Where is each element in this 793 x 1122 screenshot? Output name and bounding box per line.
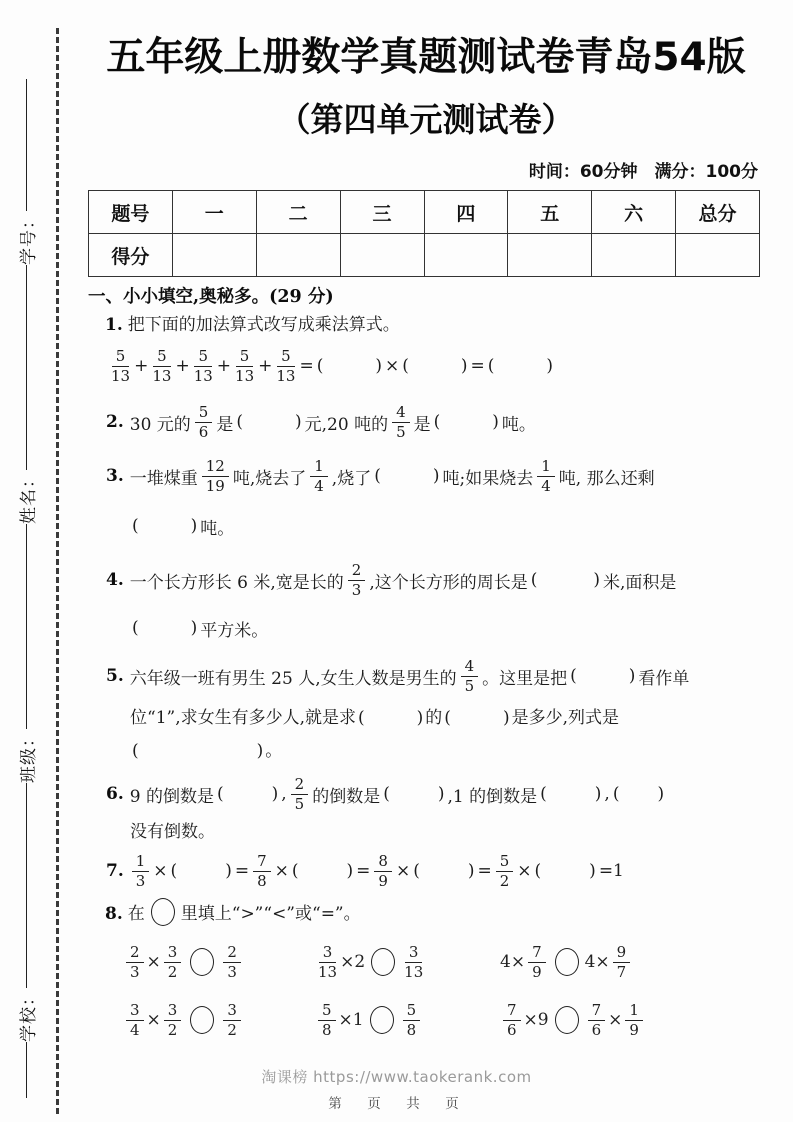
fraction-numerator: 1 bbox=[310, 458, 328, 477]
text-run: 吨, 那么还剩 bbox=[558, 468, 655, 489]
fraction-denominator: 8 bbox=[406, 1021, 417, 1039]
answer-blank: ( ) bbox=[216, 784, 279, 804]
fraction-numerator: 4 bbox=[392, 404, 410, 423]
fraction-numerator: 5 bbox=[496, 853, 514, 872]
fraction bbox=[202, 458, 229, 494]
text-run: 9 的倒数是 bbox=[129, 786, 214, 807]
answer-blank: ( ) bbox=[487, 356, 554, 376]
answer-blank-gap bbox=[243, 422, 295, 423]
text-run: = bbox=[477, 861, 492, 881]
text-run: 看作单 bbox=[638, 668, 690, 689]
score-table-score-row bbox=[89, 234, 760, 277]
fraction-numerator: 3 bbox=[405, 944, 423, 963]
fraction-denominator: 3 bbox=[135, 872, 146, 890]
fraction-numerator: 3 bbox=[126, 1002, 144, 1021]
question-number: 7. bbox=[106, 861, 124, 881]
fraction-denominator: 19 bbox=[205, 477, 225, 495]
answer-blank: ( ) bbox=[570, 666, 636, 686]
text-run: 米,面积是 bbox=[603, 572, 677, 593]
question-3-text-cont bbox=[88, 503, 760, 549]
name-field-label: 姓名： bbox=[18, 470, 39, 524]
question-4-text bbox=[88, 557, 760, 603]
answer-blank-gap bbox=[619, 794, 657, 795]
text-run: × bbox=[608, 1010, 623, 1030]
fraction-numerator: 2 bbox=[291, 776, 309, 795]
fraction bbox=[496, 853, 514, 889]
fraction bbox=[310, 458, 328, 494]
text-run: 。 bbox=[265, 741, 283, 761]
fraction bbox=[223, 1002, 241, 1038]
answer-blank-gap bbox=[390, 794, 438, 795]
text-run: 是多少,列式是 bbox=[511, 708, 619, 728]
answer-blank-gap bbox=[139, 751, 257, 752]
student-info-sidebar bbox=[8, 67, 44, 1112]
fraction-denominator: 6 bbox=[198, 423, 209, 441]
fraction bbox=[126, 944, 144, 980]
answer-blank: ( ) bbox=[530, 570, 601, 590]
compare-circle bbox=[371, 948, 395, 976]
page-subtitle: （第四单元测试卷） bbox=[277, 100, 575, 139]
exam-content bbox=[88, 160, 760, 1044]
fraction bbox=[403, 1002, 421, 1038]
text-run: 元,20 吨的 bbox=[304, 414, 389, 435]
answer-blank: ( ) bbox=[132, 516, 198, 536]
question-5-text-cont bbox=[88, 707, 760, 730]
text-run: = bbox=[234, 861, 250, 881]
score-table-header-cell: 三 bbox=[340, 191, 424, 234]
answer-blank: ( ) bbox=[170, 861, 232, 881]
fraction-numerator: 7 bbox=[588, 1002, 606, 1021]
footer-page-number: 第 页 共 页 bbox=[328, 1096, 465, 1112]
fraction bbox=[223, 944, 241, 980]
score-cell bbox=[592, 234, 676, 277]
text-run: + bbox=[175, 356, 190, 376]
fraction-denominator: 2 bbox=[167, 963, 178, 981]
score-table-header-cell: 一 bbox=[172, 191, 256, 234]
class-blank-line bbox=[26, 783, 27, 988]
answer-blank-gap bbox=[577, 676, 629, 677]
answer-blank: ( ) bbox=[534, 861, 596, 881]
text-run: 没有倒数。 bbox=[130, 822, 215, 842]
text-run: 把下面的加法算式改写成乘法算式。 bbox=[127, 315, 400, 335]
text-run: 吨;如果烧去 bbox=[442, 468, 534, 489]
question-number: 3. bbox=[106, 466, 124, 486]
fraction-denominator: 4 bbox=[130, 1021, 140, 1039]
answer-blank-gap bbox=[409, 366, 461, 367]
fraction bbox=[461, 658, 479, 694]
student-id-blank-line bbox=[26, 265, 27, 470]
answer-blank-gap bbox=[440, 422, 492, 423]
fraction-numerator: 2 bbox=[348, 562, 366, 581]
fraction bbox=[613, 944, 631, 980]
score-table-header-cell: 题号 bbox=[89, 191, 173, 234]
fraction-denominator: 6 bbox=[507, 1021, 517, 1039]
question-8-compare-row-1 bbox=[88, 938, 760, 986]
page-title: 五年级上册数学真题测试卷青岛54版 bbox=[106, 35, 746, 80]
answer-blank-gap bbox=[323, 366, 375, 367]
text-run: ×2 bbox=[340, 952, 366, 972]
text-run: + bbox=[134, 356, 149, 376]
fraction-numerator: 2 bbox=[126, 944, 144, 963]
fraction-numerator: 1 bbox=[132, 853, 150, 872]
fraction bbox=[404, 944, 423, 980]
fraction-denominator: 2 bbox=[227, 1021, 237, 1039]
answer-blank-gap bbox=[224, 794, 272, 795]
class-field-label: 班级： bbox=[18, 729, 39, 783]
fraction-denominator: 2 bbox=[167, 1021, 178, 1039]
answer-blank: ( ) bbox=[413, 861, 475, 881]
question-8-compare-row-2 bbox=[88, 996, 760, 1044]
score-cell bbox=[172, 234, 256, 277]
answer-blank-gap bbox=[451, 718, 503, 719]
fraction-numerator: 5 bbox=[194, 348, 212, 367]
compare-expression bbox=[123, 1002, 315, 1038]
fraction-numerator: 2 bbox=[223, 944, 241, 963]
question-number: 1. bbox=[105, 315, 123, 335]
fraction bbox=[503, 1002, 521, 1038]
fraction-denominator: 13 bbox=[235, 367, 255, 385]
answer-blank-gap bbox=[139, 526, 191, 527]
question-number: 8. bbox=[105, 904, 123, 924]
text-run: , bbox=[604, 784, 610, 804]
text-run: 吨,烧去了 bbox=[232, 468, 307, 489]
text-run: + bbox=[216, 356, 232, 376]
text-run: 。这里是把 bbox=[482, 668, 568, 689]
fraction-denominator: 3 bbox=[130, 963, 140, 981]
answer-blank-gap bbox=[299, 871, 347, 872]
fraction bbox=[318, 1002, 336, 1038]
text-run: × bbox=[517, 861, 532, 881]
fraction-numerator: 5 bbox=[236, 348, 254, 367]
fraction-numerator: 9 bbox=[613, 944, 631, 963]
question-number: 4. bbox=[106, 570, 124, 590]
text-run: ,1 的倒数是 bbox=[447, 786, 538, 807]
compare-expression bbox=[315, 1002, 500, 1038]
fraction bbox=[537, 458, 555, 494]
fraction-numerator: 5 bbox=[153, 348, 171, 367]
footer-site-link: 淘课榜 https://www.taokerank.com bbox=[261, 1068, 532, 1086]
fraction-numerator: 3 bbox=[223, 1002, 241, 1021]
answer-blank-gap bbox=[177, 871, 225, 872]
fraction-numerator: 5 bbox=[112, 348, 130, 367]
fraction bbox=[235, 348, 254, 384]
question-number: 6. bbox=[106, 784, 124, 804]
school-field-label: 学校： bbox=[18, 988, 39, 1042]
text-run: =1 bbox=[598, 861, 624, 881]
question-8-text bbox=[88, 898, 760, 926]
fraction-denominator: 3 bbox=[227, 963, 237, 981]
text-run: × bbox=[395, 861, 411, 881]
fraction bbox=[625, 1002, 643, 1038]
answer-blank: ( ) bbox=[358, 708, 424, 728]
text-run: 一个长方形长 6 米,宽是长的 bbox=[129, 572, 344, 593]
fraction-denominator: 13 bbox=[193, 367, 213, 385]
fold-dashed-line bbox=[56, 28, 59, 1114]
fraction bbox=[348, 562, 366, 598]
compare-circle bbox=[151, 898, 175, 926]
fraction-denominator: 7 bbox=[616, 963, 627, 981]
text-run: 4× bbox=[584, 952, 610, 972]
question-6-text-cont bbox=[88, 821, 760, 844]
answer-blank: ( ) bbox=[540, 784, 602, 804]
compare-expression bbox=[500, 1002, 740, 1038]
score-table-header-row bbox=[89, 191, 760, 234]
text-run: + bbox=[258, 356, 273, 376]
student-id-field-label: 学号： bbox=[18, 211, 39, 265]
fraction-numerator: 5 bbox=[277, 348, 295, 367]
text-run: 30 元的 bbox=[129, 414, 191, 435]
text-run: 六年级一班有男生 25 人,女生人数是男生的 bbox=[129, 668, 457, 689]
fraction-numerator: 8 bbox=[374, 853, 392, 872]
top-blank-line bbox=[26, 79, 27, 211]
fraction-denominator: 4 bbox=[314, 477, 324, 495]
fraction-numerator: 3 bbox=[319, 944, 337, 963]
fraction bbox=[318, 944, 337, 980]
score-cell bbox=[424, 234, 508, 277]
fraction-denominator: 8 bbox=[322, 1021, 332, 1039]
text-run: 吨。 bbox=[200, 518, 235, 539]
fraction bbox=[374, 853, 392, 889]
fraction-numerator: 7 bbox=[253, 853, 271, 872]
score-table bbox=[88, 190, 760, 277]
text-run: = bbox=[356, 861, 371, 881]
answer-blank: ( ) bbox=[291, 861, 354, 881]
score-table-header-cell: 六 bbox=[592, 191, 676, 234]
fraction-numerator: 3 bbox=[164, 1002, 182, 1021]
fraction-numerator: 7 bbox=[503, 1002, 521, 1021]
question-3-text bbox=[88, 453, 760, 499]
text-run: × bbox=[146, 1010, 161, 1030]
answer-blank-gap bbox=[381, 476, 433, 477]
compare-expression bbox=[500, 944, 740, 980]
compare-circle bbox=[555, 1006, 579, 1034]
score-row-label: 得分 bbox=[89, 234, 173, 277]
answer-blank-gap bbox=[420, 871, 468, 872]
score-table-header-cell: 四 bbox=[424, 191, 508, 234]
text-run: × bbox=[146, 952, 161, 972]
fraction-denominator: 9 bbox=[629, 1021, 639, 1039]
question-7-equation bbox=[88, 848, 760, 894]
text-run: , bbox=[281, 784, 287, 804]
time-score-info: 时间：60分钟 满分：100分 bbox=[528, 162, 758, 182]
fraction-denominator: 8 bbox=[257, 872, 267, 890]
answer-blank: ( ) bbox=[402, 356, 468, 376]
answer-blank-gap bbox=[494, 366, 546, 367]
fraction bbox=[111, 348, 130, 384]
compare-circle bbox=[190, 1006, 214, 1034]
fraction bbox=[588, 1002, 606, 1038]
answer-blank-gap bbox=[365, 718, 417, 719]
text-run: 4× bbox=[500, 952, 526, 972]
answer-blank: ( ) bbox=[612, 784, 665, 804]
text-run: 里填上“>”“<”或“=”。 bbox=[180, 904, 361, 924]
text-run: ,烧了 bbox=[331, 468, 372, 489]
question-1-equation bbox=[88, 343, 760, 389]
answer-blank-gap bbox=[547, 794, 595, 795]
text-run: 吨。 bbox=[501, 414, 536, 435]
section-heading: 一、小小填空,奥秘多。(29 分) bbox=[88, 287, 334, 307]
compare-circle bbox=[370, 1006, 394, 1034]
text-run: × bbox=[153, 861, 168, 881]
answer-blank-gap bbox=[541, 871, 589, 872]
fraction-numerator: 3 bbox=[164, 944, 182, 963]
fraction-numerator: 1 bbox=[625, 1002, 643, 1021]
question-1-text bbox=[88, 314, 760, 337]
text-run: = bbox=[299, 356, 314, 376]
question-5-text-cont2 bbox=[88, 740, 760, 763]
fraction bbox=[253, 853, 271, 889]
text-run: 平方米。 bbox=[200, 620, 269, 641]
text-run: 的倒数是 bbox=[312, 786, 381, 807]
fraction-denominator: 5 bbox=[396, 423, 406, 441]
fraction-numerator: 5 bbox=[318, 1002, 336, 1021]
fraction-denominator: 3 bbox=[351, 581, 362, 599]
text-run: ×1 bbox=[338, 1010, 364, 1030]
text-run: 的 bbox=[425, 708, 443, 728]
compare-expression bbox=[315, 944, 500, 980]
text-run: 一堆煤重 bbox=[129, 468, 198, 489]
answer-blank: ( ) bbox=[374, 466, 440, 486]
fraction bbox=[291, 776, 309, 812]
fraction bbox=[164, 944, 182, 980]
text-run: 是 bbox=[216, 414, 234, 435]
answer-blank: ( ) bbox=[444, 708, 510, 728]
fraction-denominator: 4 bbox=[541, 477, 551, 495]
compare-expression bbox=[123, 944, 315, 980]
fraction bbox=[528, 944, 546, 980]
score-table-header-cell: 五 bbox=[508, 191, 592, 234]
fraction-denominator: 13 bbox=[318, 963, 338, 981]
text-run: 在 bbox=[127, 904, 145, 924]
answer-blank: ( ) bbox=[383, 784, 445, 804]
question-4-text-cont bbox=[88, 605, 760, 651]
fraction bbox=[392, 404, 410, 440]
fraction-numerator: 7 bbox=[528, 944, 546, 963]
fraction-numerator: 12 bbox=[202, 458, 229, 477]
question-6-text bbox=[88, 771, 760, 817]
fraction-numerator: 1 bbox=[537, 458, 555, 477]
question-2-text bbox=[88, 399, 760, 445]
compare-circle bbox=[190, 948, 214, 976]
text-run: = bbox=[470, 356, 485, 376]
score-table-header-cell: 二 bbox=[256, 191, 340, 234]
score-cell bbox=[256, 234, 340, 277]
text-run: × bbox=[385, 356, 400, 376]
fraction bbox=[132, 853, 150, 889]
fraction-denominator: 5 bbox=[294, 795, 305, 813]
name-blank-line bbox=[26, 524, 27, 729]
fraction-numerator: 4 bbox=[461, 658, 479, 677]
answer-blank: ( ) bbox=[433, 412, 499, 432]
fraction-denominator: 13 bbox=[152, 367, 172, 385]
answer-blank-gap bbox=[139, 628, 191, 629]
answer-blank-gap bbox=[537, 580, 593, 581]
text-run: × bbox=[274, 861, 289, 881]
score-table-header-cell: 总分 bbox=[676, 191, 760, 234]
fraction-numerator: 5 bbox=[403, 1002, 421, 1021]
fraction bbox=[164, 1002, 182, 1038]
fraction-denominator: 9 bbox=[532, 963, 542, 981]
fraction-denominator: 13 bbox=[276, 367, 296, 385]
question-number: 2. bbox=[106, 412, 124, 432]
answer-blank: ( ) bbox=[132, 618, 198, 638]
text-run: 是 bbox=[413, 414, 431, 435]
text-run: ×9 bbox=[523, 1010, 549, 1030]
fraction-numerator: 5 bbox=[195, 404, 213, 423]
fraction bbox=[126, 1002, 144, 1038]
text-run: ,这个长方形的周长是 bbox=[369, 572, 528, 593]
score-cell bbox=[340, 234, 424, 277]
text-run: 位“1”,求女生有多少人,就是求 bbox=[130, 708, 357, 728]
fraction-denominator: 5 bbox=[464, 677, 475, 695]
fraction-denominator: 2 bbox=[499, 872, 510, 890]
fraction-denominator: 13 bbox=[111, 367, 131, 385]
fraction bbox=[195, 404, 213, 440]
answer-blank: ( ) bbox=[236, 412, 302, 432]
fraction-denominator: 9 bbox=[378, 872, 388, 890]
fraction-denominator: 6 bbox=[591, 1021, 602, 1039]
score-cell bbox=[676, 234, 760, 277]
question-5-text bbox=[88, 653, 760, 699]
fraction-denominator: 13 bbox=[404, 963, 424, 981]
question-number: 5. bbox=[106, 666, 124, 686]
compare-circle bbox=[555, 948, 579, 976]
fraction bbox=[152, 348, 171, 384]
answer-blank: ( ) bbox=[132, 741, 264, 761]
answer-blank: ( ) bbox=[316, 356, 382, 376]
fraction bbox=[194, 348, 213, 384]
score-cell bbox=[508, 234, 592, 277]
fraction bbox=[276, 348, 295, 384]
